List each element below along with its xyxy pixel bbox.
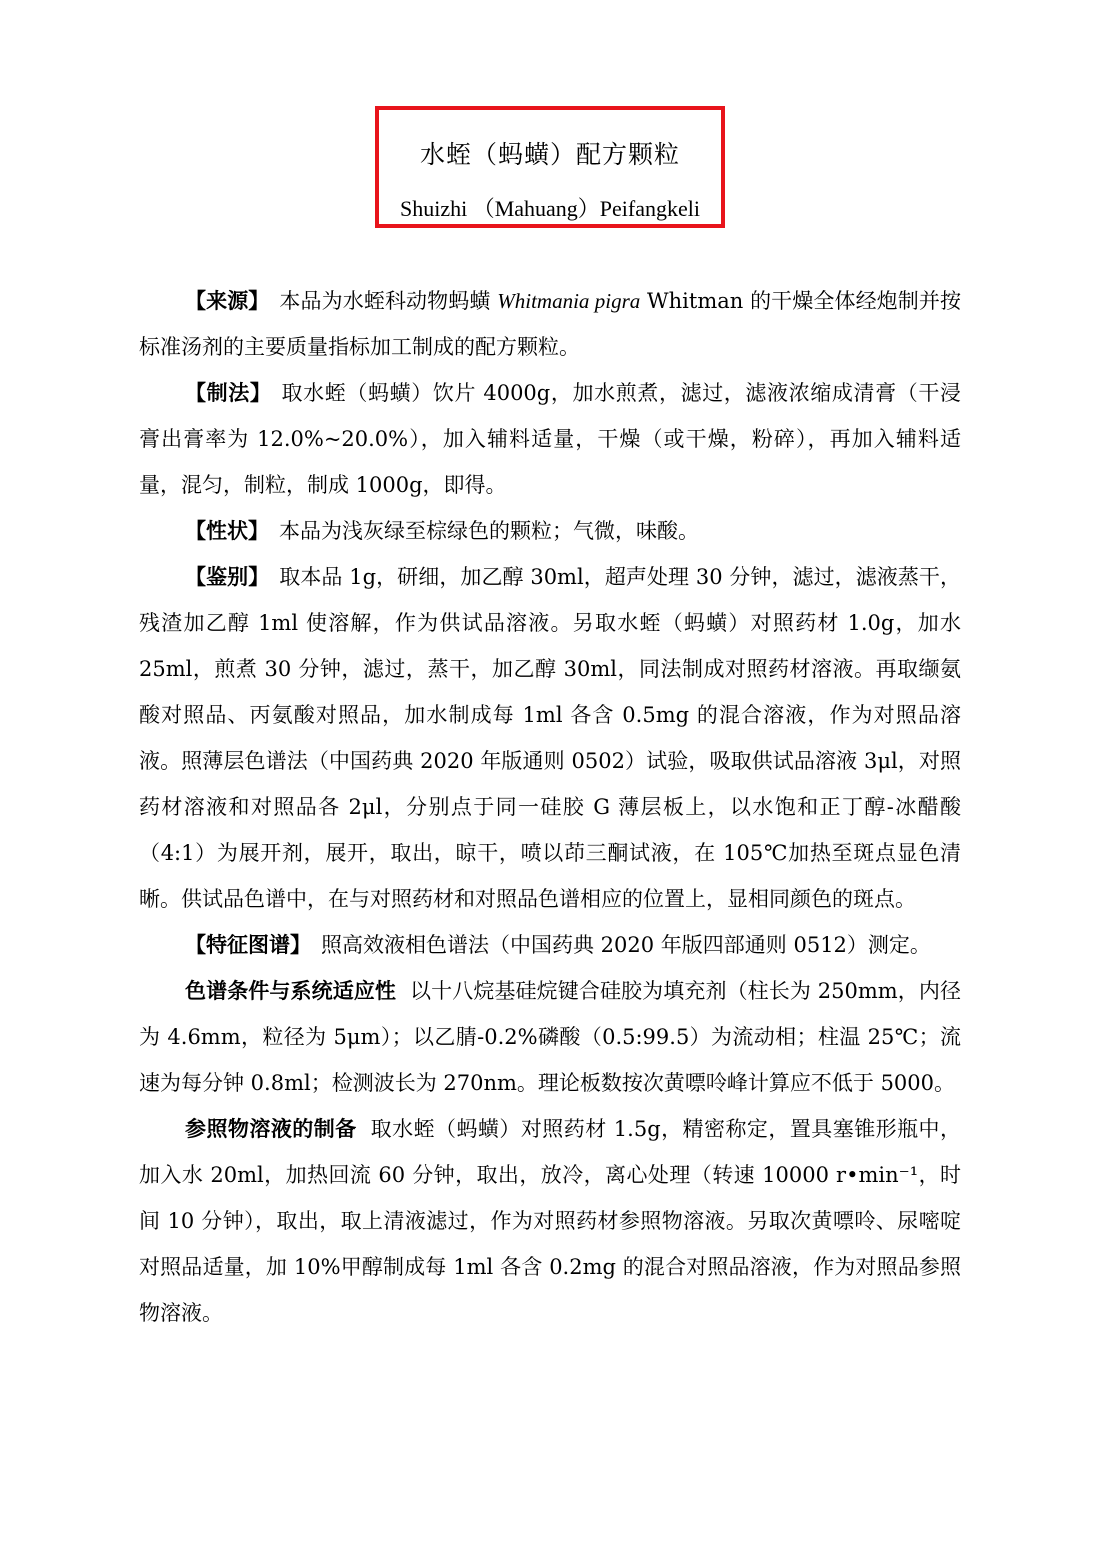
chromatographic-heading: 色谱条件与系统适应性: [185, 979, 397, 1003]
fingerprint-text: 照高效液相色谱法（中国药典 2020 年版四部通则 0512）测定。: [321, 933, 931, 957]
title-box: [375, 106, 725, 228]
chromatographic-paragraph: [139, 968, 961, 1106]
reference-text: 取水蛭（蚂蟥）对照药材 1.5g，精密称定，置具塞锥形瓶中，加入水 20ml，加热回流 60 分钟，取出，放冷，离心处理（转速 10000 r•min⁻¹，时间 10 分钟），取出，取上清液滤过，作为对照药材参照物溶液。另取次黄嘌呤、尿嘧啶对照品适量，加 10%甲醇制成每 1ml 各含 0.2mg 的混合对照品溶液，作为对照品参照物溶液。: [139, 1117, 962, 1325]
reference-heading: 参照物溶液的制备: [185, 1117, 357, 1141]
character-paragraph: [139, 508, 961, 554]
character-heading: 【性状】: [185, 519, 269, 543]
source-paragraph: [139, 278, 961, 370]
title-chinese: 水蛭（蚂蟥）配方颗粒: [419, 140, 680, 169]
monograph-body: [139, 278, 961, 1336]
identification-heading: 【鉴别】: [185, 565, 270, 589]
title-pinyin: Shuizhi （Mahuang）Peifangkeli: [399, 196, 700, 221]
method-paragraph: [139, 370, 961, 508]
source-text-before: 本品为水蛭科动物蚂蟥: [279, 289, 498, 313]
method-text: 取水蛭（蚂蟥）饮片 4000g，加水煎煮，滤过，滤液浓缩成清膏（干浸膏出膏率为 12.0%~20.0%），加入辅料适量，干燥（或干燥，粉碎），再加入辅料适量，混匀，制粒，制成 1000g，即得。: [139, 381, 962, 497]
source-text-after: Whitman 的干燥全体经炮制并按标准汤剂的主要质量指标加工制成的配方颗粒。: [139, 289, 961, 359]
character-text: 本品为浅灰绿至棕绿色的颗粒；气微，味酸。: [279, 519, 699, 543]
identification-paragraph: [139, 554, 961, 922]
method-heading: 【制法】: [185, 381, 272, 405]
identification-text: 取本品 1g，研细，加乙醇 30ml，超声处理 30 分钟，滤过，滤液蒸干，残渣加乙醇 1ml 使溶解，作为供试品溶液。另取水蛭（蚂蟥）对照药材 1.0g，加水 25ml，煎煮 30 分钟，滤过，蒸干，加乙醇 30ml，同法制成对照药材溶液。再取缬氨酸对照品、丙氨酸对照品，加水制成每 1ml 各含 0.5mg 的混合溶液，作为对照品溶液。照薄层色谱法（中国药典 2020 年版通则 0502）试验，吸取供试品溶液 3μl，对照药材溶液和对照品各 2μl，分别点于同一硅胶 G 薄层板上，以水饱和正丁醇-冰醋酸（4:1）为展开剂，展开，取出，晾干，喷以茚三酮试液，在 105℃加热至斑点显色清晰。供试品色谱中，在与对照药材和对照品色谱相应的位置上，显相同颜色的斑点。: [139, 565, 962, 911]
chromatographic-text: 以十八烷基硅烷键合硅胶为填充剂（柱长为 250mm，内径为 4.6mm，粒径为 5μm）；以乙腈-0.2%磷酸（0.5:99.5）为流动相；柱温 25℃；流速为每分钟 0.8ml；检测波长为 270nm。理论板数按次黄嘌呤峰计算应不低于 5000。: [139, 979, 961, 1095]
source-latin-name: Whitmania pigra: [497, 289, 641, 313]
fingerprint-heading: 【特征图谱】: [185, 933, 311, 957]
source-heading: 【来源】: [185, 289, 270, 313]
reference-paragraph: [139, 1106, 961, 1336]
fingerprint-paragraph: [139, 922, 961, 968]
